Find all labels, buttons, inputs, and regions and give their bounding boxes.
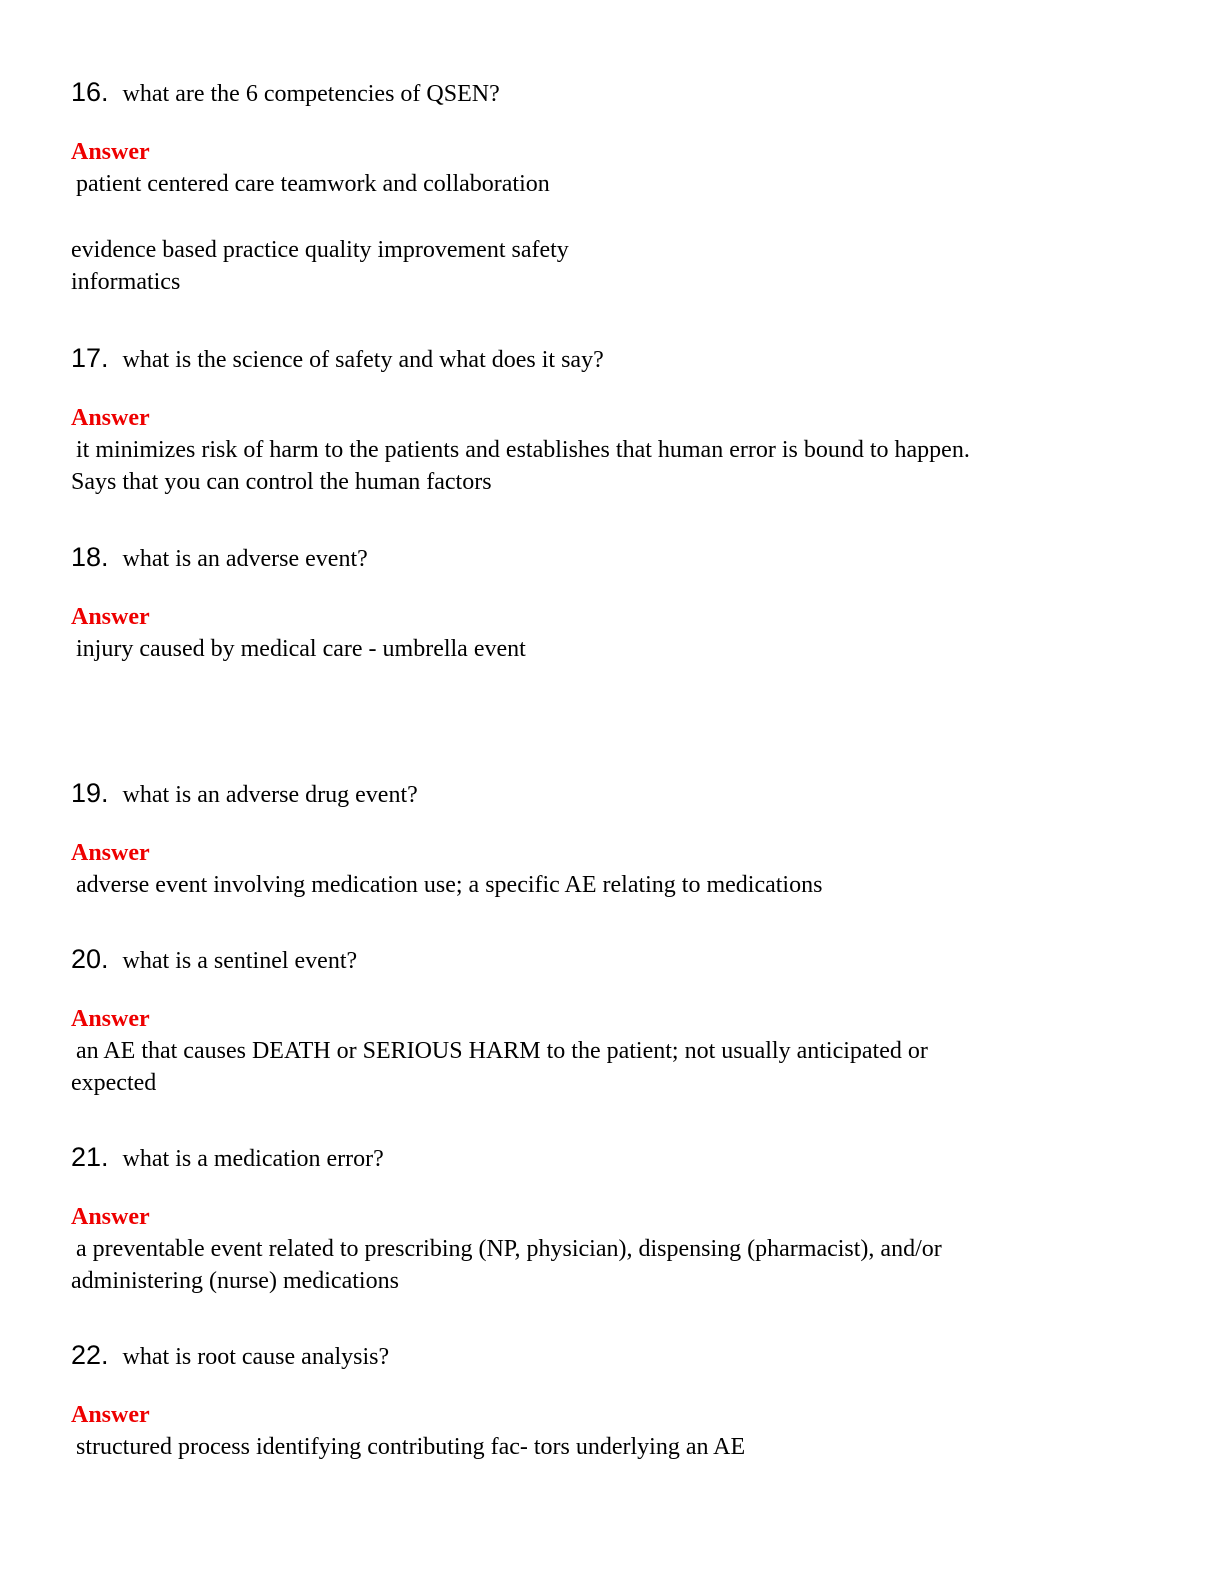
qa-item-21 — [71, 1139, 1151, 1297]
answer-text: an AE that causes DEATH or SERIOUS HARM to the patient; not usually anticipated or — [76, 1038, 928, 1064]
question-text: what is a sentinel event? — [122, 948, 358, 974]
answer-text: a preventable event related to prescribing (NP, physician), dispensing (pharmacist), and/or — [76, 1236, 942, 1262]
question-number: 20. — [71, 944, 109, 974]
qa-item-16 — [71, 74, 1151, 298]
answer-label: Answer — [71, 1006, 150, 1032]
question-text: what is the science of safety and what does it say? — [122, 347, 604, 373]
answer-text: it minimizes risk of harm to the patients and establishes that human error is bound to happen. — [76, 437, 970, 463]
qa-item-19 — [71, 775, 1151, 901]
answer-text: adverse event involving medication use; a specific AE relating to medications — [76, 872, 823, 898]
question-number: 19. — [71, 778, 109, 808]
question-number: 17. — [71, 343, 109, 373]
question-number: 18. — [71, 542, 109, 572]
answer-text: expected — [71, 1070, 157, 1096]
question-17 — [71, 340, 1151, 376]
qa-item-18 — [71, 539, 1151, 665]
answer-label: Answer — [71, 1204, 150, 1230]
question-text: what are the 6 competencies of QSEN? — [122, 81, 500, 107]
question-text: what is a medication error? — [122, 1146, 384, 1172]
answer-text: injury caused by medical care - umbrella event — [76, 636, 526, 662]
question-19 — [71, 775, 1151, 811]
question-16 — [71, 74, 1151, 110]
question-20 — [71, 941, 1151, 977]
question-21 — [71, 1139, 1151, 1175]
answer-label: Answer — [71, 604, 150, 630]
question-number: 16. — [71, 77, 109, 107]
question-number: 22. — [71, 1340, 109, 1370]
answer-text: patient centered care teamwork and collaboration — [76, 171, 550, 197]
answer-text: administering (nurse) medications — [71, 1268, 399, 1294]
answer-label: Answer — [71, 405, 150, 431]
qa-item-17 — [71, 340, 1151, 498]
answer-text: informatics — [71, 269, 181, 295]
answer-text: evidence based practice quality improvement safety — [71, 237, 569, 263]
question-22 — [71, 1337, 1151, 1373]
question-text: what is root cause analysis? — [122, 1344, 390, 1370]
qa-item-22 — [71, 1337, 1151, 1463]
qa-item-20 — [71, 941, 1151, 1099]
answer-label: Answer — [71, 840, 150, 866]
answer-label: Answer — [71, 139, 150, 165]
answer-text: structured process identifying contributing fac- tors underlying an AE — [76, 1434, 746, 1460]
question-18 — [71, 539, 1151, 575]
question-number: 21. — [71, 1142, 109, 1172]
answer-text: Says that you can control the human factors — [71, 469, 492, 495]
question-text: what is an adverse event? — [122, 546, 368, 572]
question-text: what is an adverse drug event? — [122, 782, 418, 808]
answer-label: Answer — [71, 1402, 150, 1428]
